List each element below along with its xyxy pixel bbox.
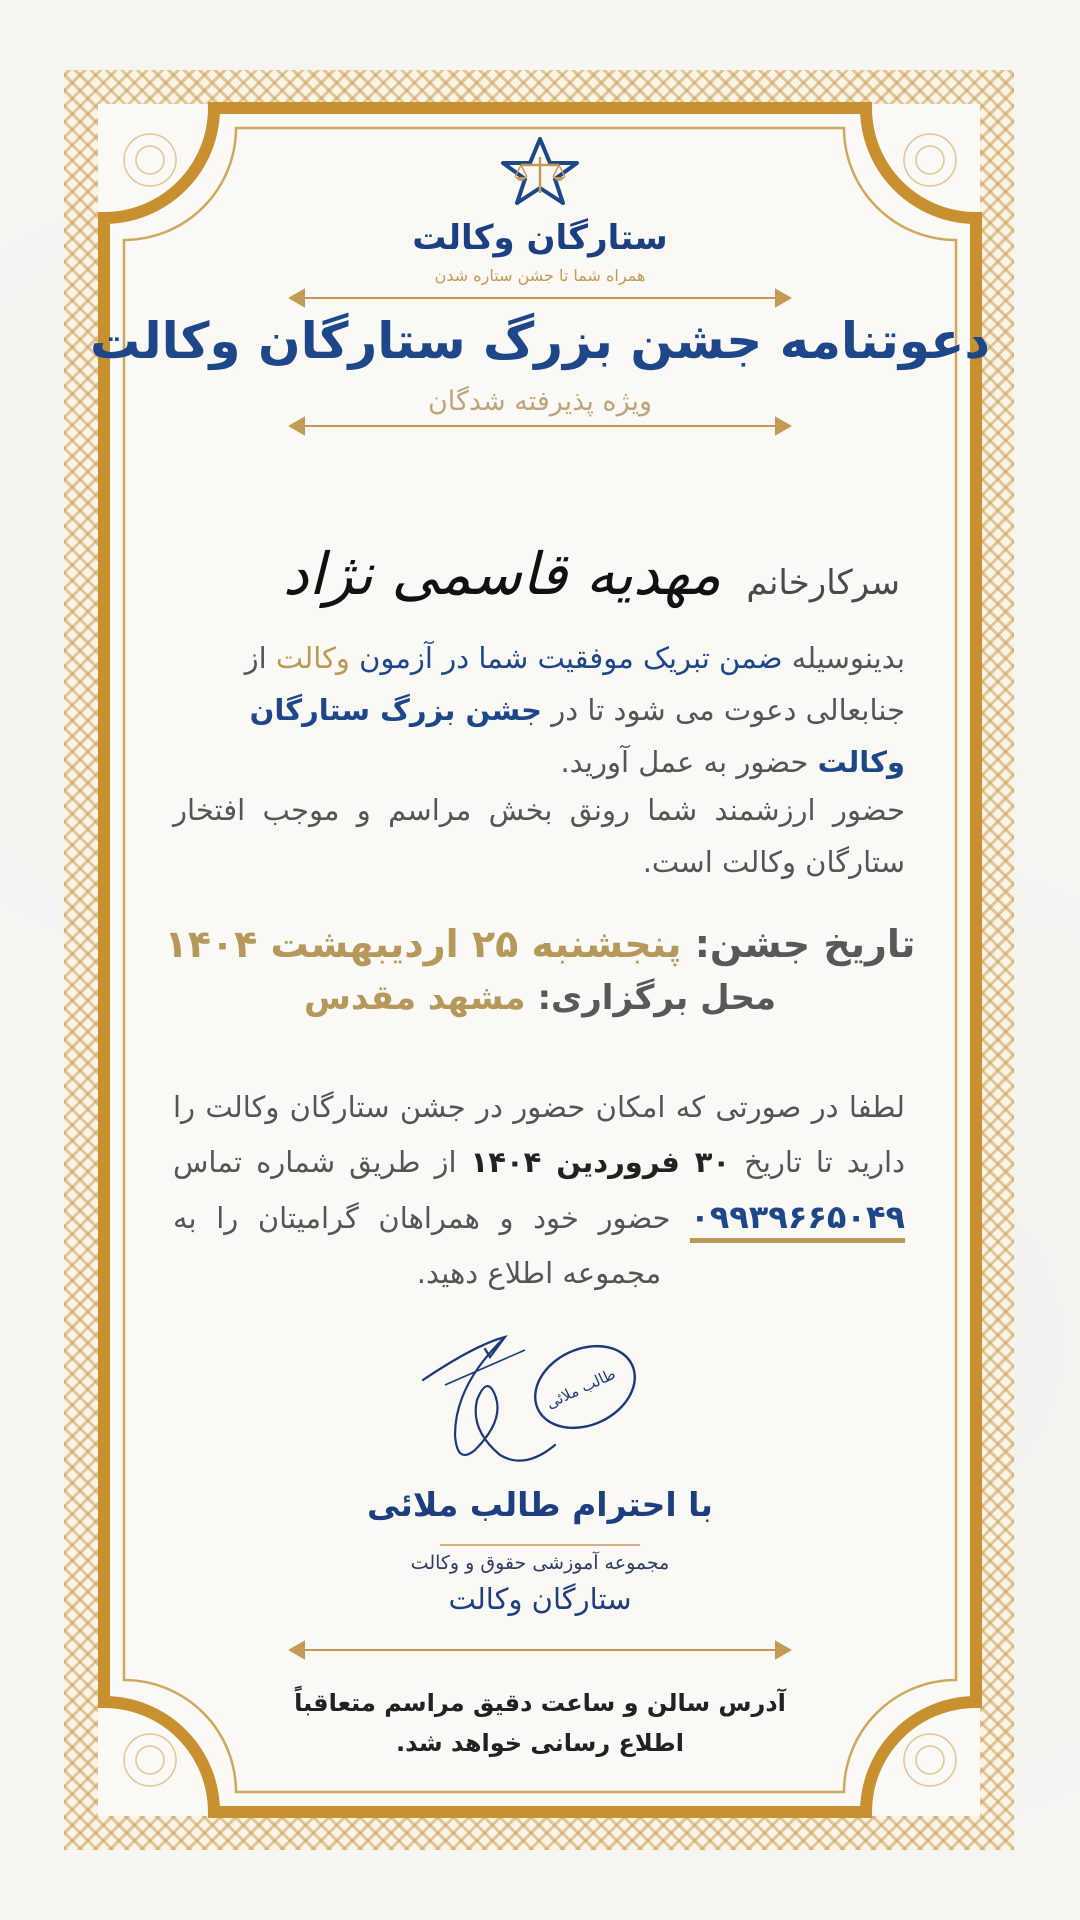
place-label: محل برگزاری: [537, 978, 777, 1018]
star-scales-icon [495, 135, 585, 207]
invitation-title: دعوتنامه جشن بزرگ ستارگان وکالت [89, 312, 991, 370]
guest-name: مهدیه قاسمی نژاد [282, 540, 722, 608]
body-paragraph-1 [173, 632, 905, 788]
date-value: پنجشنبه ۲۵ اردیبهشت ۱۴۰۴ [164, 922, 682, 966]
footer-line-2: اطلاع رسانی خواهد شد. [396, 1729, 684, 1757]
p1-c: وکالت [275, 641, 360, 675]
signature-stamp-text: طالب ملائی [543, 1364, 619, 1413]
greeting [140, 540, 900, 608]
p1-a: بدینوسیله [782, 641, 905, 675]
logo [0, 135, 1080, 211]
rsvp-part1: لطفا در صورتی که امکان حضور در جشن ستارگان وکالت را دارید تا تاریخ [173, 1090, 905, 1179]
rsvp-paragraph [173, 1080, 905, 1301]
invitation-subtitle: ویژه پذیرفته شدگان [427, 386, 653, 417]
p1-b: ضمن تبریک موفقیت شما در آزمون [359, 641, 783, 675]
p1-f: حضور به عمل آورید. [560, 745, 818, 779]
signature [415, 1325, 665, 1475]
organization-name: ستارگان وکالت [448, 1582, 632, 1616]
footer-line-1: آدرس سالن و ساعت دقیق مراسم متعاقباً [294, 1689, 786, 1717]
regards-line: با احترام طالب ملائی [367, 1485, 713, 1524]
rsvp-phone[interactable]: ۰۹۹۳۹۶۶۵۰۴۹ [690, 1198, 905, 1243]
organization-line: مجموعه آموزشی حقوق و وکالت [410, 1552, 670, 1574]
event-date [0, 922, 1080, 966]
footer-note [0, 1683, 1080, 1763]
rsvp-part3: حضور خود و همراهان گرامیتان را به مجموعه اطلاع دهید. [173, 1201, 691, 1290]
brand-name: ستارگان وکالت [412, 218, 668, 258]
brand-tagline: همراه شما تا جشن ستاره شدن [434, 266, 646, 285]
p1-e: جشن بزرگ ستارگان وکالت [249, 693, 905, 779]
p1-d: از جنابعالی دعوت می شود تا در [244, 641, 905, 727]
place-value: مشهد مقدس [303, 978, 526, 1018]
rsvp-deadline: ۳۰ فروردین ۱۴۰۴ [470, 1145, 731, 1179]
event-place [0, 978, 1080, 1018]
rsvp-part2: از طریق شماره تماس [173, 1145, 471, 1179]
greeting-prefix: سرکارخانم [746, 563, 900, 603]
body-paragraph-2: حضور ارزشمند شما رونق بخش مراسم و موجب افتخار ستارگان وکالت است. [173, 793, 905, 879]
date-label: تاریخ جشن: [694, 922, 916, 966]
